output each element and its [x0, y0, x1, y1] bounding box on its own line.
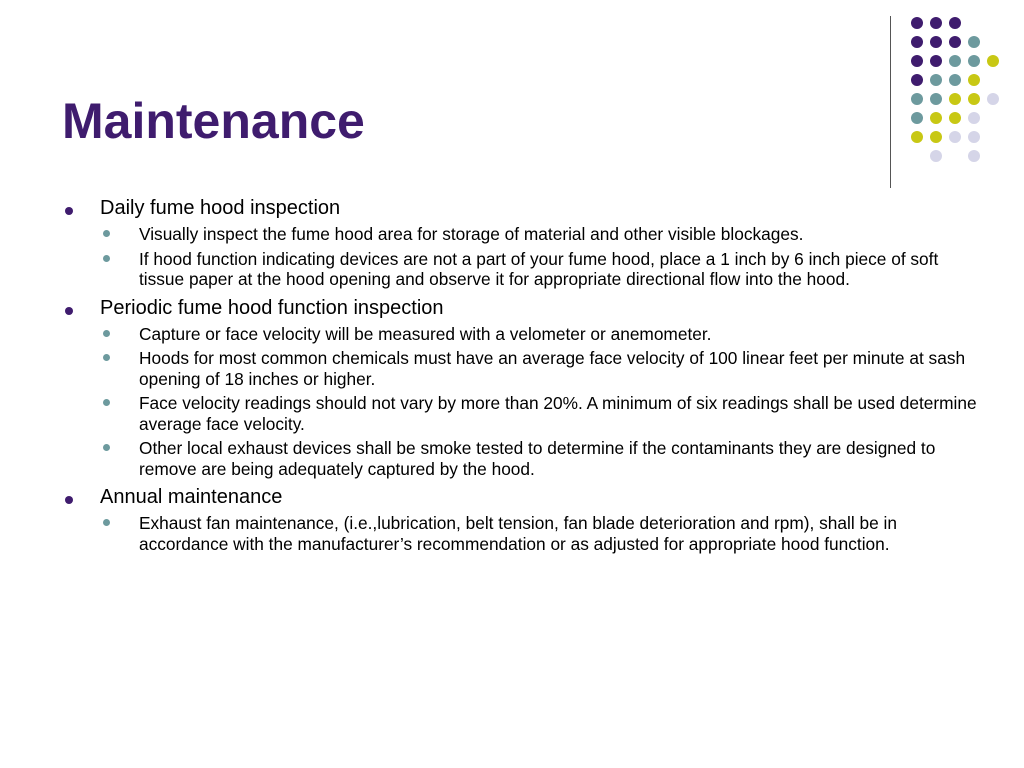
sub-bullet-dot-icon	[103, 519, 110, 526]
sub-bullet-text: Other local exhaust devices shall be smoke tested to determine if the contaminants they are designed to remove are being adequately captured by the hood.	[139, 438, 936, 479]
decorative-dot	[968, 150, 980, 162]
decorative-dot	[968, 55, 980, 67]
sub-bullet-list	[100, 224, 977, 290]
sub-bullet-item	[100, 224, 977, 245]
section-heading: Annual maintenance	[100, 486, 283, 508]
sub-bullet-text: Visually inspect the fume hood area for storage of material and other visible blockages.	[139, 224, 804, 244]
decorative-dot	[930, 36, 942, 48]
decorative-dot	[987, 55, 999, 67]
section-daily-inspection	[62, 196, 977, 290]
decorative-dot	[949, 131, 961, 143]
decorative-dot	[930, 93, 942, 105]
sub-bullet-item	[100, 513, 977, 554]
sub-bullet-text: Hoods for most common chemicals must have an average face velocity of 100 linear feet per minute at sash opening of 18 inches or higher.	[139, 348, 966, 389]
decorative-dot	[987, 93, 999, 105]
sub-bullet-text: Exhaust fan maintenance, (i.e.,lubrication, belt tension, fan blade deterioration and rpm), shall be in accordance with the manufacturer’s recommendation or as adjusted for appropriate hood function.	[139, 513, 897, 554]
decorative-dot	[930, 131, 942, 143]
bullet-content	[62, 196, 977, 560]
section-annual-maintenance	[62, 485, 977, 554]
decorative-dot	[930, 55, 942, 67]
decorative-dot	[949, 17, 961, 29]
sub-bullet-item	[100, 324, 977, 345]
section-heading: Daily fume hood inspection	[100, 197, 341, 219]
decorative-dot	[949, 55, 961, 67]
decorative-dot	[949, 112, 961, 124]
sub-bullet-text: If hood function indicating devices are not a part of your fume hood, place a 1 inch by 6 inch piece of soft tissue paper at the hood opening and observe it for appropriate directional flow into the hood.	[139, 248, 939, 289]
decorative-dot	[911, 74, 923, 86]
sub-bullet-list	[100, 513, 977, 554]
decorative-dot	[968, 93, 980, 105]
sub-bullet-item	[100, 438, 977, 479]
sub-bullet-dot-icon	[103, 230, 110, 237]
decorative-dot	[911, 93, 923, 105]
decorative-dot	[968, 131, 980, 143]
sub-bullet-item	[100, 249, 977, 290]
decorative-dot	[911, 112, 923, 124]
bullet-dot-icon	[65, 307, 73, 315]
bullet-dot-icon	[65, 207, 73, 215]
decorative-dot	[949, 36, 961, 48]
decorative-dot	[911, 36, 923, 48]
sub-bullet-text: Capture or face velocity will be measured with a velometer or anemometer.	[139, 323, 712, 344]
decorative-dot	[968, 112, 980, 124]
decorative-dot	[911, 55, 923, 67]
slide-title: Maintenance	[62, 93, 365, 149]
decorative-dot	[930, 112, 942, 124]
sub-bullet-dot-icon	[103, 354, 110, 361]
decorative-dot	[949, 74, 961, 86]
sub-bullet-dot-icon	[103, 330, 110, 337]
decorative-dot	[911, 131, 923, 143]
sub-bullet-dot-icon	[103, 399, 110, 406]
vertical-divider	[890, 16, 891, 188]
sub-bullet-list	[100, 324, 977, 480]
sub-bullet-dot-icon	[103, 444, 110, 451]
sub-bullet-text: Face velocity readings should not vary by more than 20%. A minimum of six readings shall be used determine average face velocity.	[139, 393, 977, 434]
section-heading: Periodic fume hood function inspection	[100, 296, 444, 319]
decorative-dot	[949, 93, 961, 105]
section-periodic-inspection	[62, 296, 977, 480]
bullet-dot-icon	[65, 496, 73, 504]
decorative-dot	[968, 36, 980, 48]
decorative-dot	[968, 74, 980, 86]
sub-bullet-item	[100, 348, 977, 389]
decorative-dot	[930, 74, 942, 86]
sub-bullet-dot-icon	[103, 255, 110, 262]
decorative-dot	[930, 150, 942, 162]
decorative-dot	[930, 17, 942, 29]
sub-bullet-item	[100, 393, 977, 434]
decorative-dot-grid	[911, 17, 991, 161]
decorative-dot	[911, 17, 923, 29]
